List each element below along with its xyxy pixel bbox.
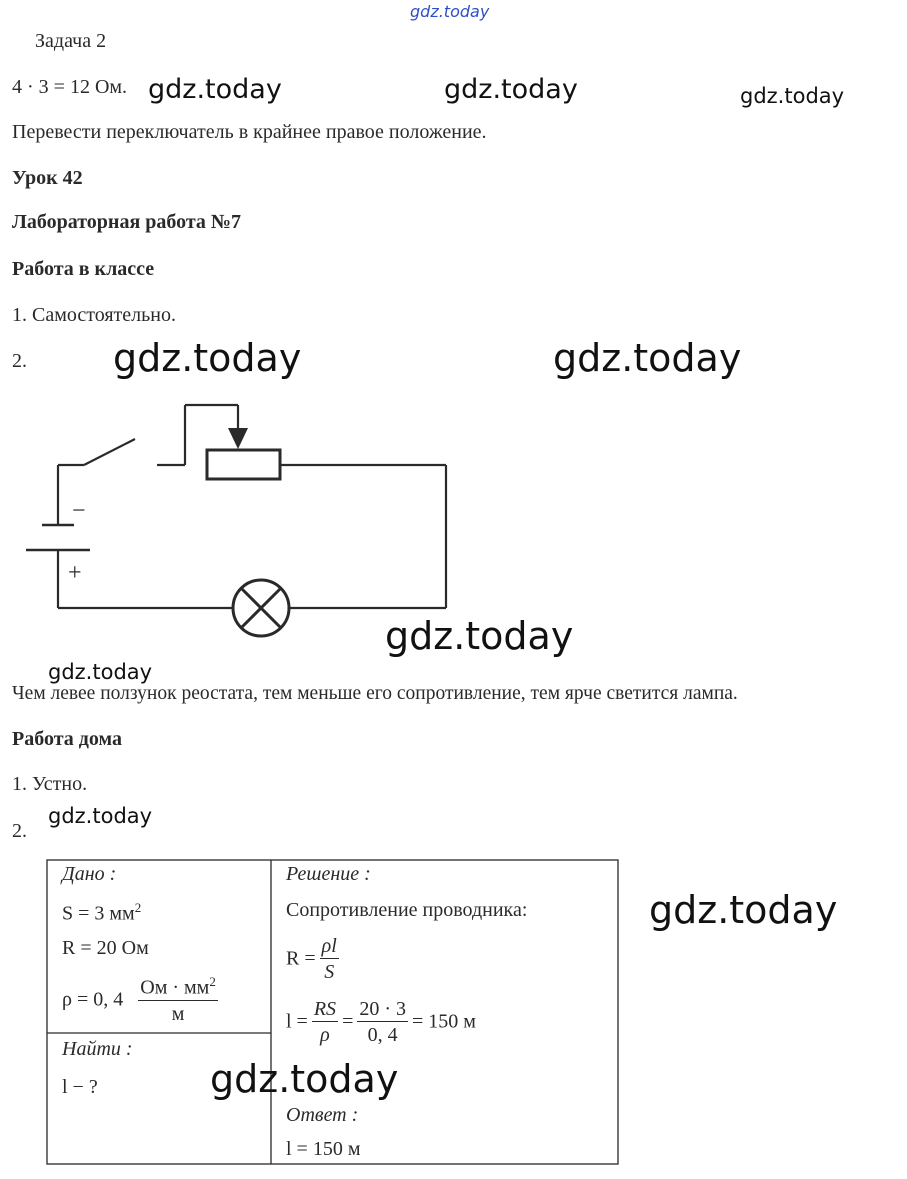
answer-value: l = 150 м [286,1138,361,1160]
home-item-1: 1. Устно. [12,773,88,795]
task-title: Задача 2 [35,30,107,52]
battery-plus-label: + [68,560,82,586]
watermark-top: gdz.today [410,2,490,21]
slider-arrow-head [228,428,248,449]
class-item-1: 1. Самостоятельно. [12,304,176,326]
home-item-2: 2. [12,820,27,842]
formula-resistance: R = $\frac{\rho l}{S}$ [286,935,337,983]
class-work-heading: Работа в классе [12,258,155,280]
conclusion-text: Чем левее ползунок реостата, тем меньше его сопротивление, тем ярче светится лампа. [12,683,738,704]
watermark: gdz.today [553,336,742,380]
given-s: S = 3 $мм^2$ [62,900,142,925]
watermark: gdz.today [48,804,153,828]
home-work-heading: Работа дома [12,728,122,750]
switch-blade [84,439,135,465]
lesson-title: Урок 42 [12,167,83,189]
given-r: R = 20 Ом [62,937,149,959]
watermark: gdz.today [113,336,302,380]
rheostat [207,450,280,479]
task-instruction: Перевести переключатель в крайнее правое положение. [12,121,487,143]
watermark: gdz.today [649,888,838,932]
watermark: gdz.today [148,74,282,105]
watermark: gdz.today [740,84,845,108]
watermark: gdz.today [444,74,578,105]
answer-label: Ответ : [286,1104,359,1126]
battery-minus-label: − [72,498,86,524]
given-rho: ρ = 0, 4 $\frac{Ом \cdot мм^2}{м}$ [62,974,216,1025]
find-label: Найти : [62,1038,133,1060]
solution-text: Сопротивление проводника: [286,899,528,921]
lab-title: Лабораторная работа №7 [12,211,242,233]
watermark: gdz.today [210,1057,399,1101]
class-item-2: 2. [12,350,27,372]
given-label: Дано : [62,863,117,885]
solution-label: Решение : [286,863,371,885]
formula-length: l = $\frac{RS}{\rho}$ = $\frac{20 \cdot 3}{0, 4}$ = 150 м [286,998,476,1046]
find-value: l − ? [62,1076,98,1098]
watermark: gdz.today [385,614,574,658]
watermark: gdz.today [48,660,153,684]
task-formula: 4 · 3 = 12 Ом. [12,76,128,98]
